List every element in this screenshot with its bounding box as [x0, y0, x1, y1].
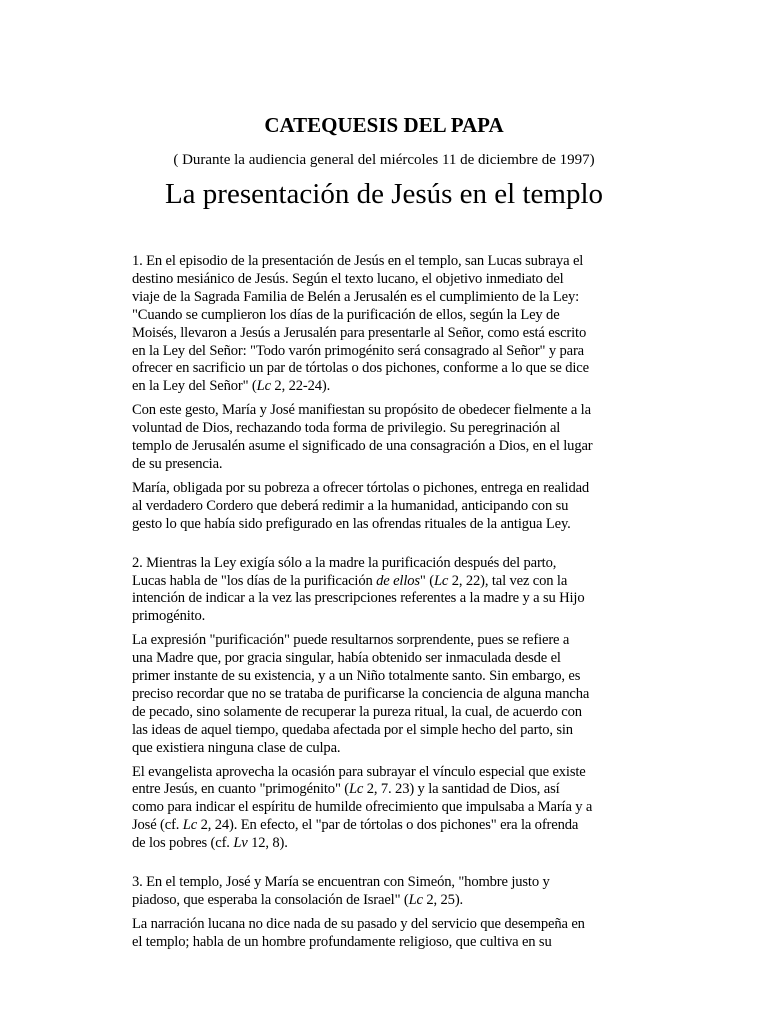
paragraph-line: destino mesiánico de Jesús. Según el texto lucano, el objetivo inmediato del [132, 270, 564, 287]
paragraph-line: Moisés, llevaron a Jesús a Jerusalén para presentarle al Señor, como está escrito [132, 324, 587, 341]
paragraph-line: gesto lo que había sido prefigurado en las ofrendas rituales de la antigua Ley. [132, 515, 571, 532]
paragraph-line: una Madre que, por gracia singular, había obtenido ser inmaculada desde el [132, 650, 561, 667]
paragraph-line: en la Ley del Señor: "Todo varón primogénito será consagrado al Señor" y para [132, 342, 585, 359]
paragraph-line: templo de Jerusalén asume el significado de una consagración a Dios, en el lugar [132, 438, 593, 455]
paragraph-line: el templo; habla de un hombre profundamente religioso, que cultiva en su [132, 933, 552, 950]
body-paragraph [132, 916, 638, 952]
paragraph-line: José (cf. Lc 2, 24). En efecto, el "par de tórtolas o dos pichones" era la ofrenda [132, 817, 579, 834]
paragraph-line: en la Ley del Señor" (Lc 2, 22-24). [132, 378, 331, 395]
body-paragraph [132, 632, 638, 757]
body-paragraph [132, 253, 638, 396]
paragraph-line: intención de indicar a la vez las prescripciones referentes a la madre y a su Hijo [132, 590, 585, 607]
paragraph-line: como para indicar el espíritu de humilde ofrecimiento que impulsaba a María y a [132, 799, 593, 816]
paragraph-line: La expresión "purificación" puede resultarnos sorprendente, pues se refiere a [132, 632, 570, 649]
body-paragraph [132, 480, 638, 534]
paragraph-line: al verdadero Cordero que deberá redimir a la humanidad, anticipando con su [132, 497, 569, 514]
body-paragraph [132, 764, 638, 854]
paragraph-line: primer instante de su existencia, y a un Niño totalmente santo. Sin embargo, es [132, 668, 581, 685]
paragraph-line: El evangelista aprovecha la ocasión para subrayar el vínculo especial que existe [132, 763, 586, 780]
paragraph-line: las ideas de aquel tiempo, quedaba afectada por el simple hecho del parto, sin [132, 721, 573, 738]
paragraph-line: de pecado, sino solamente de recuperar la pureza ritual, la cual, de acuerdo con [132, 703, 582, 720]
paragraph-line: de los pobres (cf. Lv 12, 8). [132, 835, 288, 852]
paragraph-line: preciso recordar que no se trataba de purificarse la conciencia de alguna mancha [132, 685, 590, 702]
body-text [132, 253, 638, 952]
paragraph-line: ofrecer en sacrificio un par de tórtolas o dos pichones, conforme a lo que se dice [132, 360, 589, 377]
paragraph-line: María, obligada por su pobreza a ofrecer tórtolas o pichones, entrega en realidad [132, 479, 590, 496]
paragraph-line: entre Jesús, en cuanto "primogénito" (Lc 2, 7. 23) y la santidad de Dios, así [132, 781, 560, 798]
document-title: La presentación de Jesús en el templo [164, 178, 604, 210]
section-gap [132, 534, 638, 555]
section-gap [132, 853, 638, 874]
paragraph-line: voluntad de Dios, rechazando toda forma de privilegio. Su peregrinación al [132, 420, 561, 437]
paragraph-line: Con este gesto, María y José manifiestan su propósito de obedecer fielmente a la [132, 402, 591, 419]
paragraph-line: 1. En el episodio de la presentación de Jesús en el templo, san Lucas subraya el [132, 253, 584, 269]
series-heading: CATEQUESIS DEL PAPA [264, 113, 504, 137]
paragraph-line: piadoso, que esperaba la consolación de Israel" (Lc 2, 25). [132, 892, 464, 908]
paragraph-line: Lucas habla de "los días de la purificación de ellos" (Lc 2, 22), tal vez con la [132, 572, 568, 589]
body-paragraph [132, 874, 638, 910]
paragraph-line: La narración lucana no dice nada de su pasado y del servicio que desempeña en [132, 915, 585, 932]
paragraph-line: viaje de la Sagrada Familia de Belén a Jerusalén es el cumplimiento de la Ley: [132, 288, 580, 305]
paragraph-line: de su presencia. [132, 455, 223, 472]
paragraph-line: 2. Mientras la Ley exigía sólo a la madre la purificación después del parto, [132, 554, 557, 571]
paragraph-line: 3. En el templo, José y María se encuentran con Simeón, "hombre justo y [132, 874, 550, 891]
paragraph-line: "Cuando se cumplieron los días de la purificación de ellos, según la Ley de [132, 306, 560, 323]
audience-date-line: ( Durante la audiencia general del miércoles 11 de diciembre de 1997) [173, 152, 595, 168]
body-paragraph [132, 555, 638, 627]
paragraph-line: primogénito. [132, 608, 206, 625]
paragraph-line: que existiera ninguna clase de culpa. [132, 739, 341, 756]
body-paragraph [132, 402, 638, 474]
